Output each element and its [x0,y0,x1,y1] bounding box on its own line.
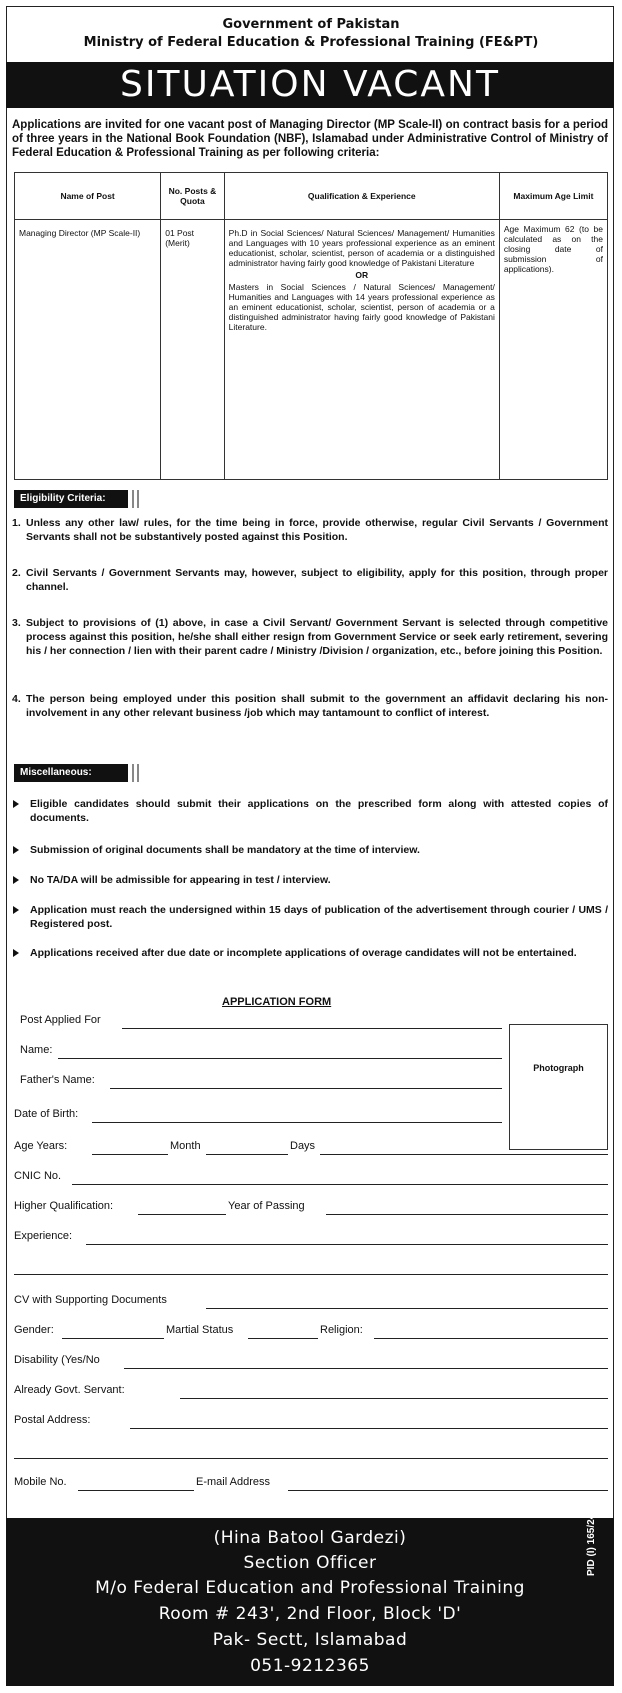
experience-label: Experience: [14,1230,73,1242]
govt-servant-label: Already Govt. Servant: [14,1384,125,1396]
bullet-arrow-icon [13,846,19,854]
list-item: Applications received after due date or incomplete applications of overage candidates will not be entertained. [12,946,608,960]
header-qualification: Qualification & Experience [224,173,499,220]
eligibility-heading: Eligibility Criteria: [14,490,128,508]
gender-label: Gender: [14,1324,54,1336]
situation-vacant-banner: SITUATION VACANT [6,62,614,108]
heading-decoration [130,764,144,782]
contact-footer [6,1518,614,1686]
experience-field[interactable] [86,1244,608,1245]
header-age-limit: Maximum Age Limit [499,173,607,220]
postal-address-field[interactable] [130,1428,608,1429]
age-month-label: Month [170,1140,201,1152]
photograph-box[interactable]: Photograph [509,1024,608,1150]
cell-age-limit: Age Maximum 62 (to be calculated as on the closing date of submission of applications). [499,220,607,480]
email-label: E-mail Address [196,1476,270,1488]
mobile-field[interactable] [78,1490,194,1491]
cell-qualification [224,220,499,480]
header-name-of-post: Name of Post [15,173,161,220]
officer-designation: Section Officer [243,1553,377,1573]
name-field[interactable] [58,1058,502,1059]
application-form-title: APPLICATION FORM [222,996,332,1008]
religion-label: Religion: [320,1324,363,1336]
bullet-arrow-icon [13,800,19,808]
officer-name: (Hina Batool Gardezi) [213,1528,407,1548]
list-item: 3. Subject to provisions of (1) above, in case a Civil Servant/ Government Servant is selected through competitive process against this position, he/she shall either resign from Government Service or seek early retirement, severing his / her connection / lien with their parent cadre / Ministry /Division / organization, etc., before joining this Position. [12,617,608,657]
bullet-arrow-icon [13,906,19,914]
table-row [15,220,608,480]
postal-address-label: Postal Address: [14,1414,91,1426]
qualification-phd: Ph.D in Social Sciences/ Natural Sciences/ Management/ Humanities and Languages with 10 years professional experience as an eminent educationist, scholar, scientist, person of academia or a distinguished administrator having fairly good knowledge of Pakistani Literature [228,228,495,268]
post-criteria-table [14,172,608,480]
gender-field[interactable] [62,1338,164,1339]
header-posts-quota: No. Posts & Quota [161,173,224,220]
phone-number: 051-9212365 [250,1656,370,1676]
cv-label: CV with Supporting Documents [14,1294,167,1306]
marital-status-field[interactable] [248,1338,318,1339]
mobile-label: Mobile No. [14,1476,67,1488]
cv-field[interactable] [206,1308,608,1309]
dob-label: Date of Birth: [14,1108,79,1120]
experience-field-line-2[interactable] [14,1274,608,1275]
list-item: Eligible candidates should submit their applications on the prescribed form along with attested copies of documents. [12,797,608,825]
cell-post-name: Managing Director (MP Scale-II) [15,220,161,480]
year-passing-label: Year of Passing [228,1200,305,1212]
table-header-row [15,173,608,220]
disability-field[interactable] [124,1368,608,1369]
list-item: 1. Unless any other law/ rules, for the time being in force, provide otherwise, regular Civil Servants / Government Servants shall not be substantively posted against this Position. [12,517,608,543]
religion-field[interactable] [374,1338,608,1339]
father-name-label: Father's Name: [20,1074,95,1086]
city-address: Pak- Sectt, Islamabad [212,1630,408,1650]
govt-servant-field[interactable] [180,1398,608,1399]
cell-posts-quota: 01 Post (Merit) [161,220,224,480]
father-name-field[interactable] [110,1088,502,1089]
post-applied-field[interactable] [122,1028,502,1029]
year-passing-field[interactable] [326,1214,608,1215]
government-heading: Government of Pakistan [222,17,400,32]
name-label: Name: [20,1044,53,1056]
qualification-masters: Masters in Social Sciences / Natural Sciences/ Management/ Humanities and Languages with 14 years professional experience as an eminent educationist, scholar, scientist, person of academia or a distinguished administrator having fairly good knowledge of Pakistani Literature. [228,282,495,332]
qualification-or: OR [355,270,369,280]
intro-paragraph: Applications are invited for one vacant post of Managing Director (MP Scale-II) on contract basis for a period of three years in the National Book Foundation (NBF), Islamabad under Administrative Control of Ministry of Federal Education & Professional Training as per following criteria: [12,119,608,159]
dob-field[interactable] [92,1122,502,1123]
disability-label: Disability (Yes/No [14,1354,100,1366]
list-item: Submission of original documents shall be mandatory at the time of interview. [12,843,608,857]
marital-status-label: Martial Status [166,1324,234,1336]
age-month-field[interactable] [206,1154,288,1155]
list-item: Application must reach the undersigned within 15 days of publication of the advertisement through courier / UMS / Registered post. [12,903,608,931]
post-applied-label: Post Applied For [20,1014,101,1026]
miscellaneous-heading: Miscellaneous: [14,764,128,782]
age-days-field[interactable] [320,1154,608,1155]
cnic-label: CNIC No. [14,1170,62,1182]
email-field[interactable] [288,1490,608,1491]
higher-qualification-label: Higher Qualification: [14,1200,114,1212]
cnic-field[interactable] [72,1184,608,1185]
pid-number: PID (I) 165/24 [586,1513,597,1576]
room-address: Room # 243', 2nd Floor, Block 'D' [158,1604,462,1624]
heading-decoration [130,490,144,508]
age-years-field[interactable] [92,1154,168,1155]
ministry-heading: Ministry of Federal Education & Professional Training (FE&PT) [83,35,539,50]
higher-qualification-field[interactable] [138,1214,226,1215]
bullet-arrow-icon [13,949,19,957]
list-item: No TA/DA will be admissible for appearing in test / interview. [12,873,608,887]
age-years-label: Age Years: [14,1140,68,1152]
bullet-arrow-icon [13,876,19,884]
age-days-label: Days [290,1140,316,1152]
ministry-office: M/o Federal Education and Professional Training [95,1578,525,1598]
postal-address-field-line-2[interactable] [14,1458,608,1459]
list-item: 4. The person being employed under this position shall submit to the government an affidavit declaring his non-involvement in any other relevant business /job which may tantamount to conflict of interest. [12,693,608,719]
list-item: 2. Civil Servants / Government Servants may, however, subject to eligibility, apply for this position, through proper channel. [12,567,608,593]
